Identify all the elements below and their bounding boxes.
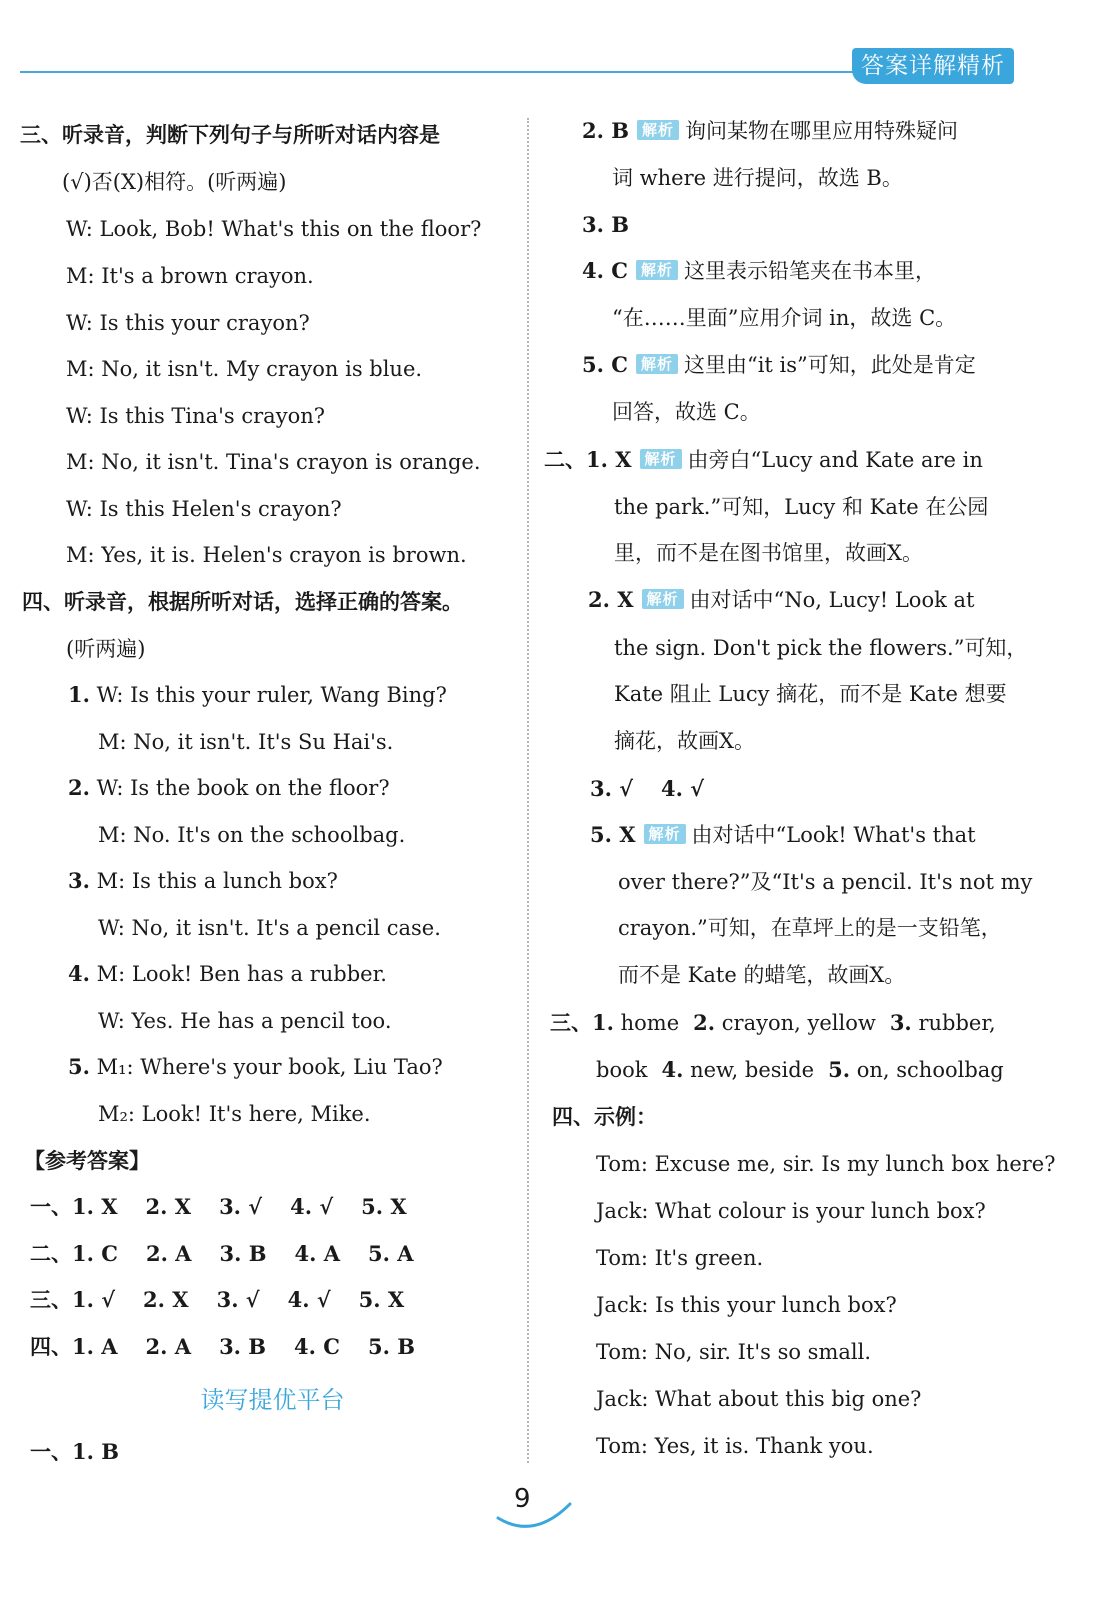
answer-row: book 4. new, beside 5. on, schoolbag (596, 1057, 1004, 1082)
header-tab: 答案详解精析 (852, 48, 1014, 84)
answer-explanation-cont: the park.”可知，Lucy 和 Kate 在公园 (614, 495, 989, 519)
q3-dialogue-line: M: Yes, it is. Helen's crayon is brown. (66, 543, 467, 567)
q3-dialogue-line: W: Is this Tina's crayon? (66, 404, 325, 428)
example-dialogue-line: Jack: Is this your lunch box? (596, 1293, 897, 1317)
answer-explanation-cont: 摘花，故画X。 (614, 729, 755, 753)
answer-row: 三、1. home 2. crayon, yellow 3. rubber, (550, 1010, 996, 1035)
example-dialogue-line: Tom: Yes, it is. Thank you. (596, 1434, 874, 1458)
q4-item: 4. M: Look! Ben has a rubber. (68, 961, 387, 986)
answer-explained: 5. C 解析 这里由“it is”可知，此处是肯定 (582, 352, 976, 377)
answer-explained: 二、1. X 解析 由旁白“Lucy and Kate are in (544, 447, 983, 472)
q3-title: 三、听录音，判断下列句子与所听对话内容是 (20, 123, 440, 147)
page-number: 9 (514, 1484, 531, 1514)
analysis-badge: 解析 (636, 260, 678, 280)
analysis-badge: 解析 (642, 589, 684, 609)
example-dialogue-line: Tom: Excuse me, sir. Is my lunch box here? (596, 1152, 1056, 1176)
answer-explanation-cont: 而不是 Kate 的蜡笔，故画X。 (618, 963, 906, 987)
q4-note: (听两遍) (66, 637, 146, 661)
q4-item-reply: M: No, it isn't. It's Su Hai's. (98, 730, 394, 754)
q3-dialogue-line: M: It's a brown crayon. (66, 264, 314, 288)
answer-row: 一、1. X 2. X 3. √ 4. √ 5. X (30, 1194, 407, 1219)
analysis-badge: 解析 (640, 449, 682, 469)
analysis-badge: 解析 (637, 120, 679, 140)
answer-explanation-cont: the sign. Don't pick the flowers.”可知， (614, 636, 1028, 660)
answer-explanation-cont: 里，而不是在图书馆里，故画X。 (614, 541, 923, 565)
example-dialogue-line: Jack: What about this big one? (596, 1387, 922, 1411)
example-dialogue-line: Jack: What colour is your lunch box? (596, 1199, 986, 1223)
answer-explained: 4. C 解析 这里表示铅笔夹在书本里， (582, 258, 936, 283)
q4-item-reply: W: No, it isn't. It's a pencil case. (98, 916, 441, 940)
answer-explanation-cont: over there?”及“It's a pencil. It's not my (618, 870, 1033, 894)
answer-plain: 3. √ 4. √ (590, 776, 705, 801)
q3-dialogue-line: W: Look, Bob! What's this on the floor? (66, 217, 482, 241)
answer-row: 一、1. B (30, 1439, 119, 1464)
q3-dialogue-line: W: Is this Helen's crayon? (66, 497, 342, 521)
header-rule (20, 71, 860, 73)
q4-item: 2. W: Is the book on the floor? (68, 775, 390, 800)
q3-dialogue-line: M: No, it isn't. My crayon is blue. (66, 357, 423, 381)
answer-explanation-cont: Kate 阻止 Lucy 摘花，而不是 Kate 想要 (614, 682, 1007, 706)
example-title: 四、示例： (552, 1105, 657, 1129)
answer-explained: 2. B 解析 询问某物在哪里应用特殊疑问 (582, 118, 958, 143)
answer-explained: 2. X 解析 由对话中“No, Lucy! Look at (588, 587, 975, 612)
q4-item: 1. W: Is this your ruler, Wang Bing? (68, 682, 447, 707)
q4-item-reply: W: Yes. He has a pencil too. (98, 1009, 392, 1033)
analysis-badge: 解析 (644, 824, 686, 844)
answer-row: 四、1. A 2. A 3. B 4. C 5. B (30, 1334, 415, 1359)
reference-answers-title: 【参考答案】 (24, 1149, 150, 1173)
answer-explained: 5. X 解析 由对话中“Look! What's that (590, 822, 976, 847)
q4-item: 3. M: Is this a lunch box? (68, 868, 338, 893)
analysis-badge: 解析 (636, 354, 678, 374)
q3-dialogue-line: M: No, it isn't. Tina's crayon is orange. (66, 450, 481, 474)
answer-explanation-cont: “在……里面”应用介词 in，故选 C。 (612, 306, 957, 330)
answer-row: 二、1. C 2. A 3. B 4. A 5. A (30, 1241, 414, 1266)
q3-title-cont: (√)否(X)相符。(听两遍) (62, 170, 287, 194)
example-dialogue-line: Tom: It's green. (596, 1246, 764, 1270)
page-number-swoosh (494, 1496, 578, 1532)
answer-explanation-cont: crayon.”可知，在草坪上的是一支铅笔， (618, 916, 1002, 940)
example-dialogue-line: Tom: No, sir. It's so small. (596, 1340, 871, 1364)
q4-item: 5. M₁: Where's your book, Liu Tao? (68, 1054, 443, 1079)
column-divider (527, 118, 529, 1463)
q3-dialogue-line: W: Is this your crayon? (66, 311, 310, 335)
answer-row: 三、1. √ 2. X 3. √ 4. √ 5. X (30, 1287, 405, 1312)
q4-title: 四、听录音，根据所听对话，选择正确的答案。 (22, 590, 463, 614)
answer-explanation-cont: 回答，故选 C。 (612, 400, 761, 424)
answer-explanation-cont: 词 where 进行提问，故选 B。 (612, 166, 903, 190)
platform-section-title: 读写提优平台 (200, 1386, 345, 1414)
answer-plain: 3. B (582, 212, 629, 237)
q4-item-reply: M₂: Look! It's here, Mike. (98, 1102, 371, 1126)
q4-item-reply: M: No. It's on the schoolbag. (98, 823, 406, 847)
